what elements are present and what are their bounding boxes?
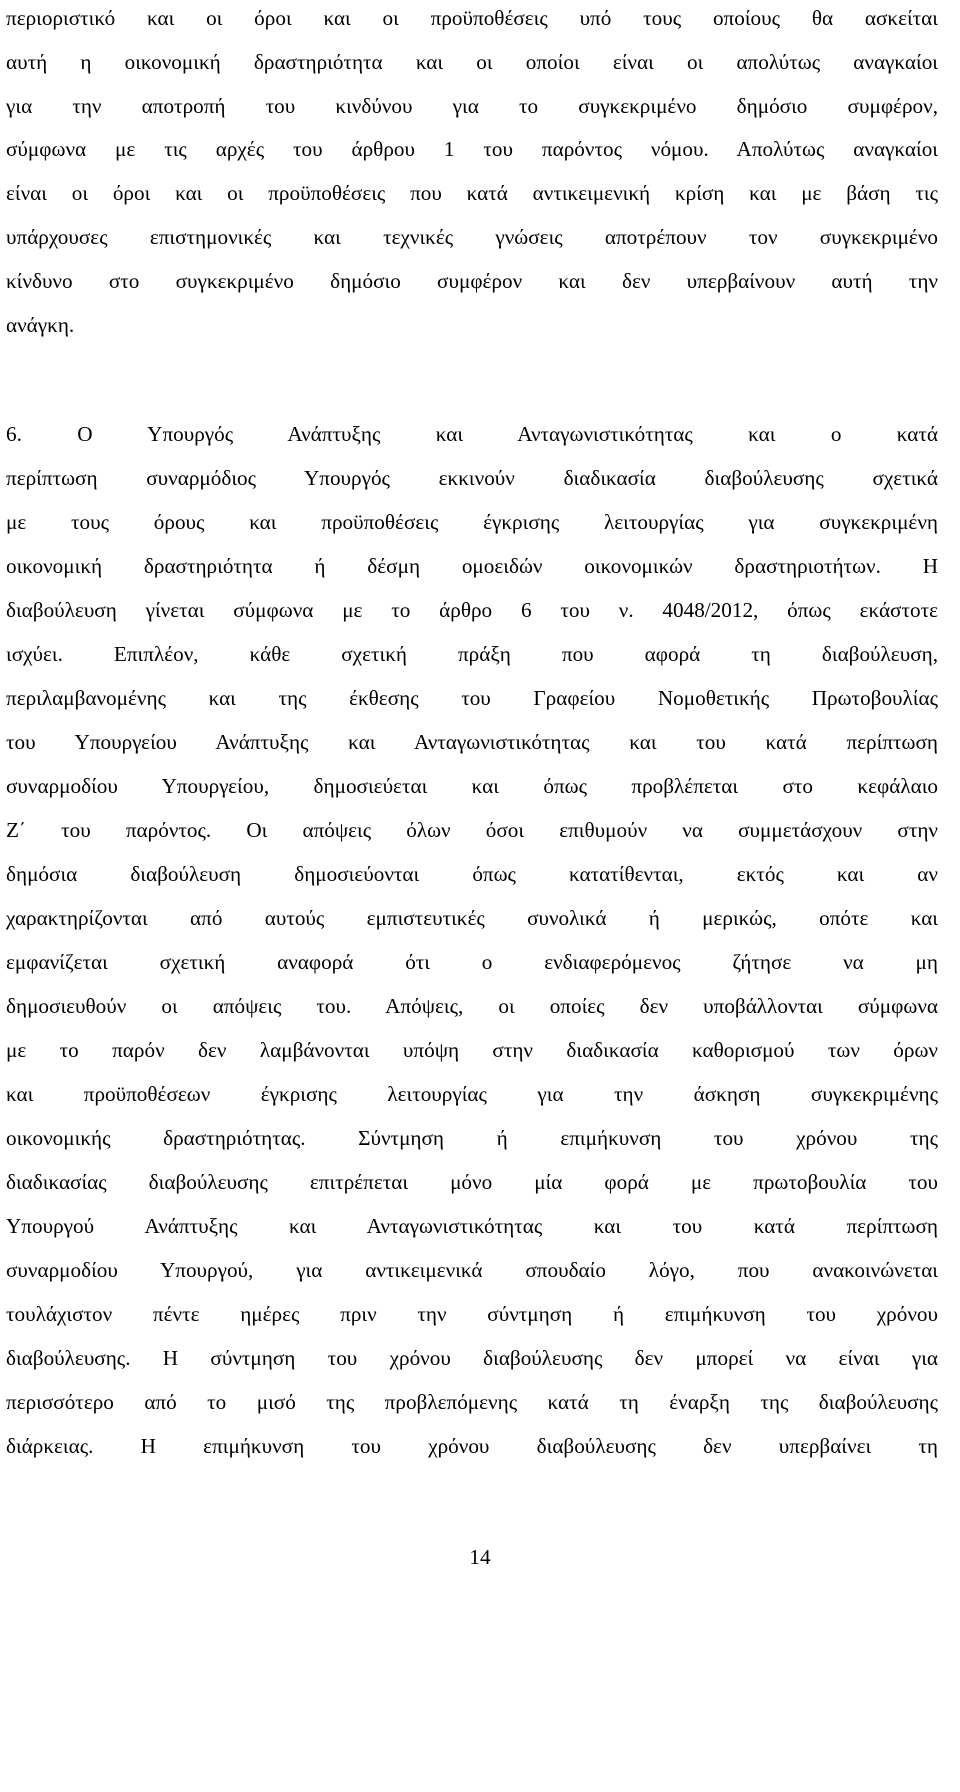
text-line: δημοσιευθούν οι απόψεις του. Απόψεις, οι οποίες δεν υποβάλλονται σύμφωνα: [6, 994, 938, 1018]
text-line: διαδικασίας διαβούλευσης επιτρέπεται μόνο μία φορά με πρωτοβουλία του: [6, 1170, 938, 1194]
text-line: ανάγκη.: [6, 313, 75, 337]
text-line: οικονομικής δραστηριότητας. Σύντμηση ή επιμήκυνση του χρόνου της: [6, 1126, 938, 1150]
text-line: είναι οι όροι και οι προϋποθέσεις που κατά αντικειμενική κρίση και με βάση τις: [6, 181, 938, 205]
text-line: διάρκειας. Η επιμήκυνση του χρόνου διαβούλευσης δεν υπερβαίνει τη: [6, 1434, 938, 1458]
text-line: Υπουργού Ανάπτυξης και Ανταγωνιστικότητας και του κατά περίπτωση: [6, 1214, 938, 1238]
text-line: τουλάχιστον πέντε ημέρες πριν την σύντμηση ή επιμήκυνση του χρόνου: [6, 1302, 938, 1326]
text-line: χαρακτηρίζονται από αυτούς εμπιστευτικές συνολικά ή μερικώς, οπότε και: [6, 906, 938, 930]
text-line: συναρμοδίου Υπουργού, για αντικειμενικά σπουδαίο λόγο, που ανακοινώνεται: [6, 1258, 938, 1282]
text-line: και προϋποθέσεων έγκρισης λειτουργίας για την άσκηση συγκεκριμένης: [6, 1082, 938, 1106]
text-line: οικονομική δραστηριότητα ή δέσμη ομοειδών οικονομικών δραστηριοτήτων. Η: [6, 554, 938, 578]
text-line: σύμφωνα με τις αρχές του άρθρου 1 του παρόντος νόμου. Απολύτως αναγκαίοι: [6, 137, 938, 161]
text-line: περιλαμβανομένης και της έκθεσης του Γραφείου Νομοθετικής Πρωτοβουλίας: [6, 686, 938, 710]
text-line: αυτή η οικονομική δραστηριότητα και οι οποίοι είναι οι απολύτως αναγκαίοι: [6, 50, 938, 74]
text-line: ισχύει. Επιπλέον, κάθε σχετική πράξη που αφορά τη διαβούλευση,: [6, 642, 938, 666]
text-line: δημόσια διαβούλευση δημοσιεύονται όπως κατατίθενται, εκτός και αν: [6, 862, 938, 886]
text-line: με τους όρους και προϋποθέσεις έγκρισης λειτουργίας για συγκεκριμένη: [6, 510, 938, 534]
text-line: διαβούλευσης. Η σύντμηση του χρόνου διαβούλευσης δεν μπορεί να είναι για: [6, 1346, 938, 1370]
text-line: περίπτωση συναρμόδιος Υπουργός εκκινούν διαδικασία διαβούλευσης σχετικά: [6, 466, 938, 490]
text-line: περιοριστικό και οι όροι και οι προϋποθέσεις υπό τους οποίους θα ασκείται: [6, 6, 938, 30]
text-line: κίνδυνο στο συγκεκριμένο δημόσιο συμφέρον και δεν υπερβαίνουν αυτή την: [6, 269, 938, 293]
text-line: διαβούλευση γίνεται σύμφωνα με το άρθρο 6 του ν. 4048/2012, όπως εκάστοτε: [6, 598, 938, 622]
text-line: συναρμοδίου Υπουργείου, δημοσιεύεται και όπως προβλέπεται στο κεφάλαιο: [6, 774, 938, 798]
text-line: υπάρχουσες επιστημονικές και τεχνικές γνώσεις αποτρέπουν τον συγκεκριμένο: [6, 225, 938, 249]
text-line: με το παρόν δεν λαμβάνονται υπόψη στην διαδικασία καθορισμού των όρων: [6, 1038, 938, 1062]
text-line: περισσότερο από το μισό της προβλεπόμενης κατά τη έναρξη της διαβούλευσης: [6, 1390, 938, 1414]
page-number: 14: [469, 1545, 491, 1569]
text-line: Ζ΄ του παρόντος. Οι απόψεις όλων όσοι επιθυμούν να συμμετάσχουν στην: [6, 818, 938, 842]
text-line: για την αποτροπή του κινδύνου για το συγκεκριμένο δημόσιο συμφέρον,: [6, 94, 938, 118]
text-line: του Υπουργείου Ανάπτυξης και Ανταγωνιστικότητας και του κατά περίπτωση: [6, 730, 938, 754]
text-line: εμφανίζεται σχετική αναφορά ότι ο ενδιαφερόμενος ζήτησε να μη: [6, 950, 938, 974]
paragraph-6-heading-line: 6. Ο Υπουργός Ανάπτυξης και Ανταγωνιστικότητας και ο κατά: [6, 422, 938, 446]
